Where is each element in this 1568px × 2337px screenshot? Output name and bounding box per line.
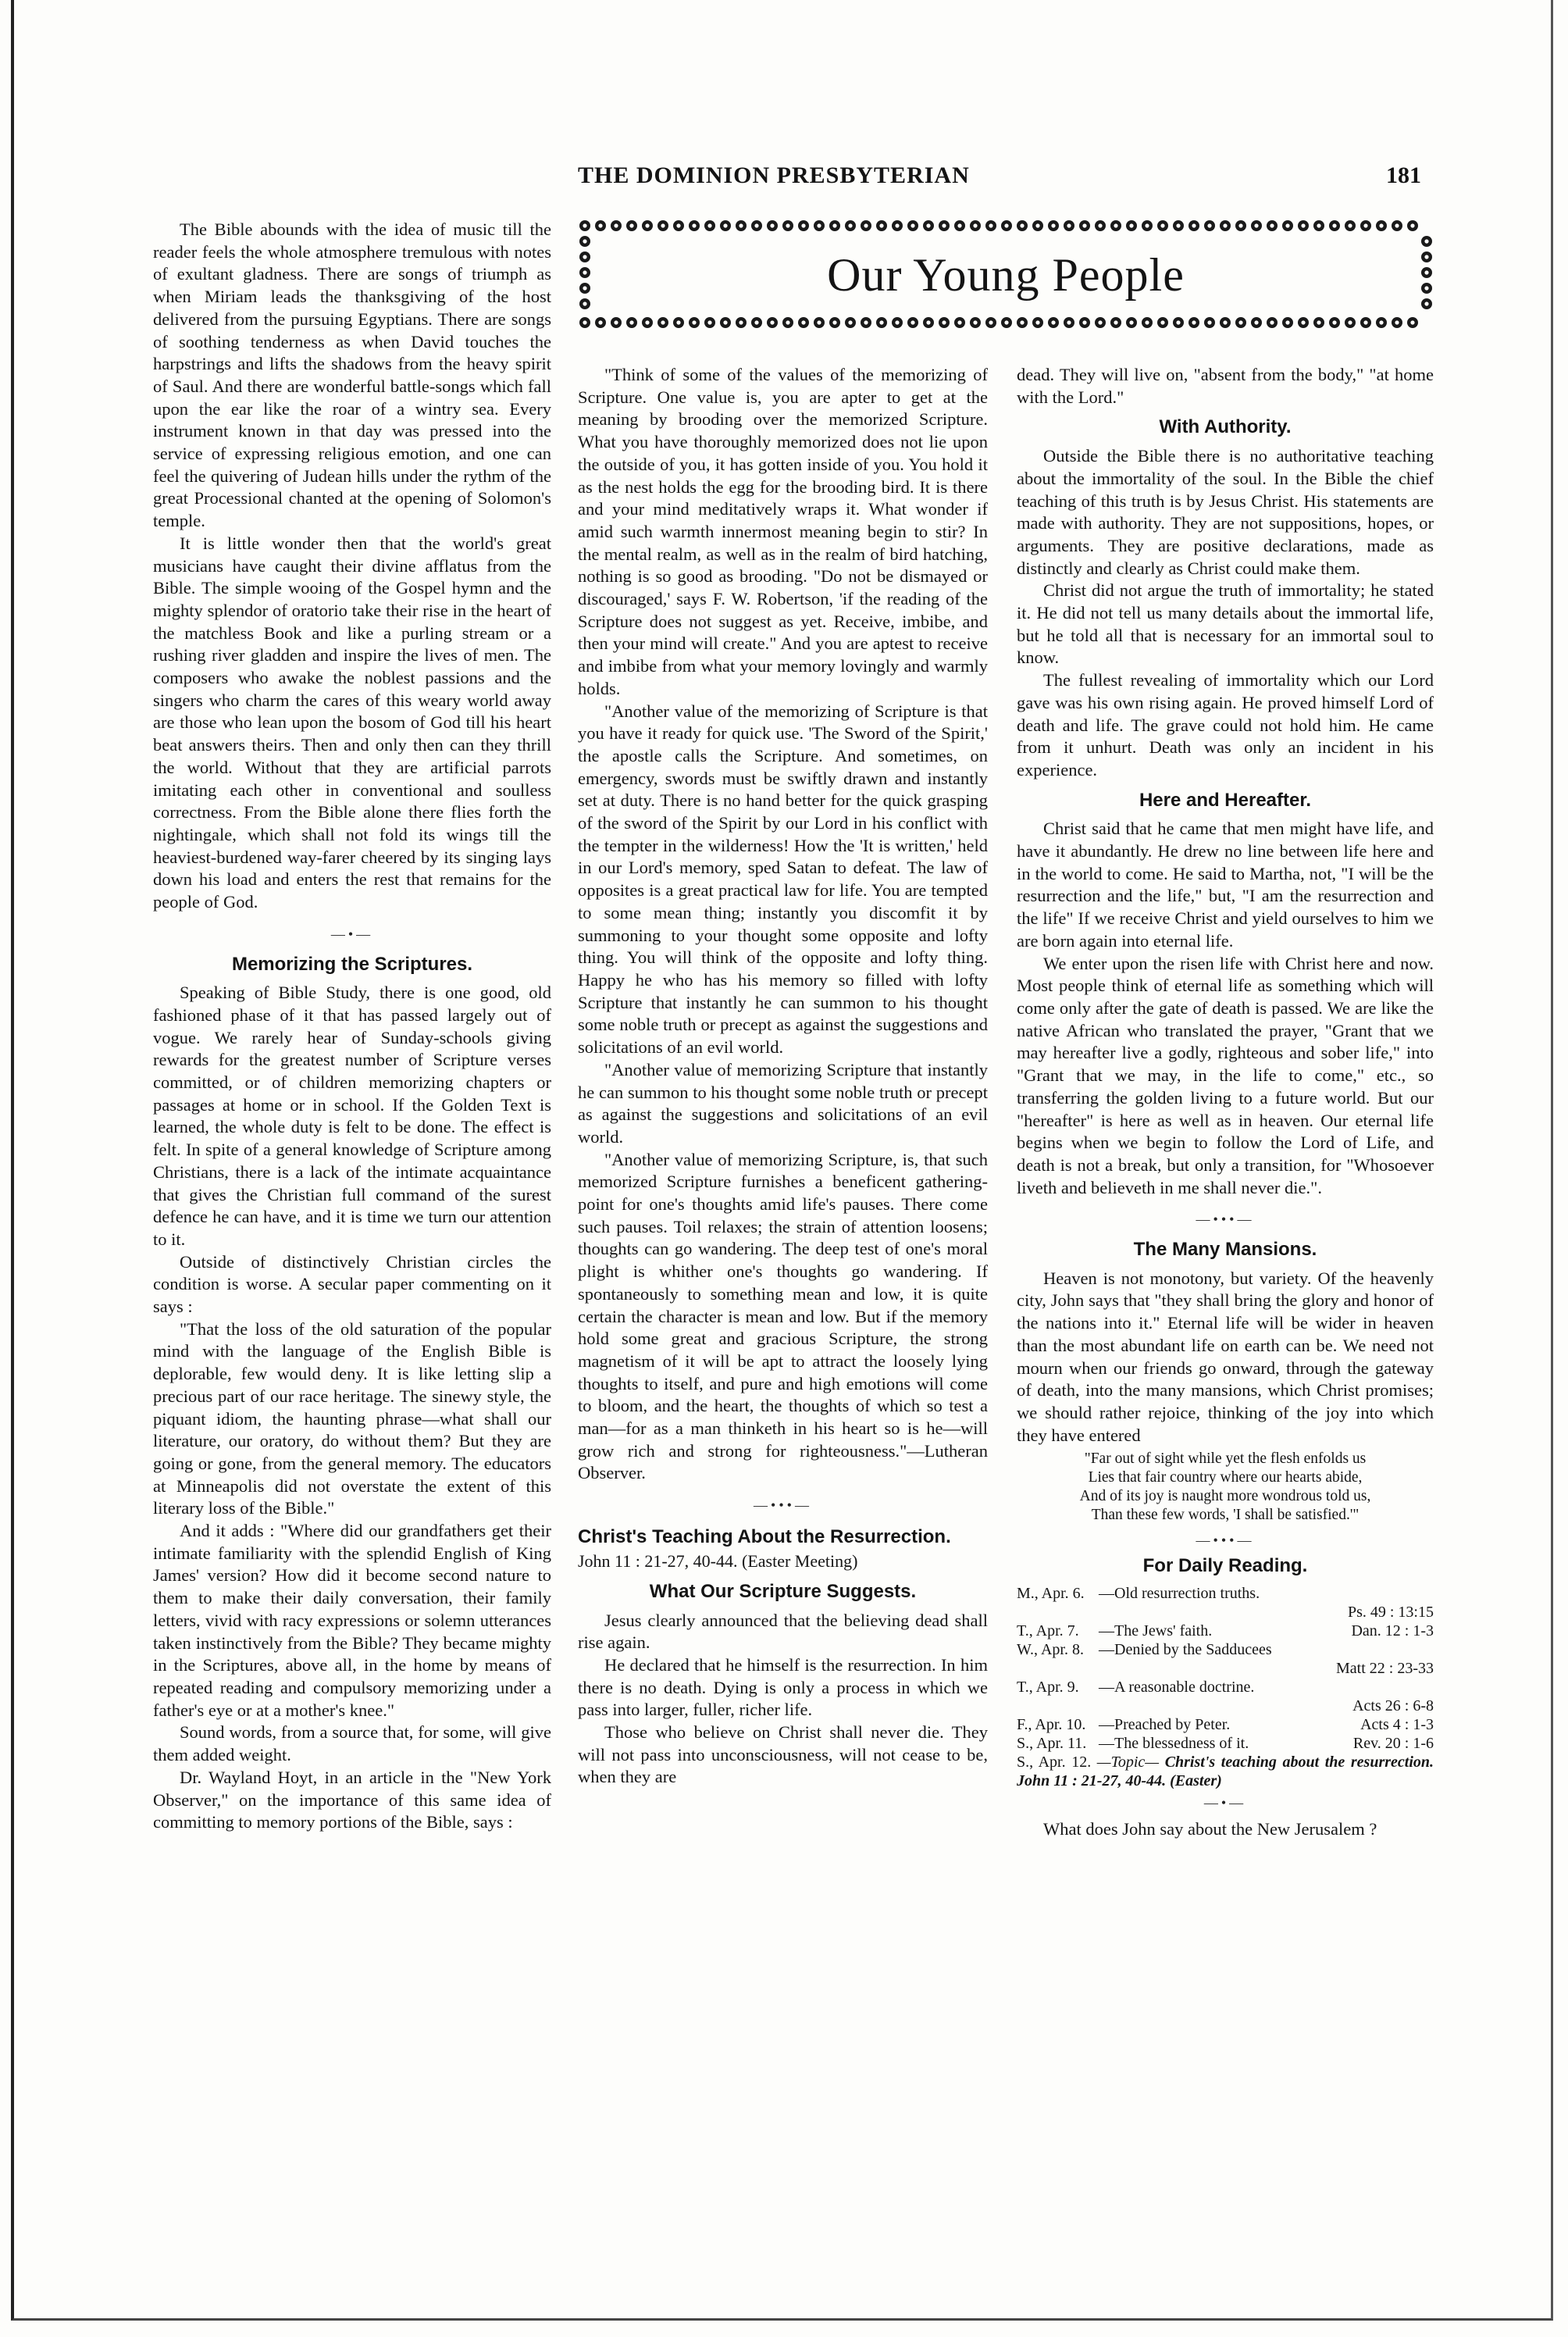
border-bead-hole xyxy=(1317,223,1320,227)
border-bead-hole xyxy=(879,320,883,324)
section-banner xyxy=(578,216,1434,333)
border-bead-hole xyxy=(989,223,992,227)
heading-teaching-ref: John 11 : 21-27, 40-44. (Easter Meeting) xyxy=(578,1550,858,1571)
border-bead-hole xyxy=(1332,320,1336,324)
border-bead-hole xyxy=(1145,320,1149,324)
poem xyxy=(1017,1450,1434,1525)
border-bead-hole xyxy=(1424,301,1428,305)
border-bead-hole xyxy=(1348,320,1352,324)
readings-table xyxy=(1017,1584,1434,1753)
reading-text xyxy=(1099,1697,1313,1715)
border-bead-hole xyxy=(1129,223,1133,227)
reading-day: T., Apr. 9. xyxy=(1017,1678,1079,1696)
reading-day: W., Apr. 8. xyxy=(1017,1640,1084,1658)
heading-many-mansions: The Many Mansions. xyxy=(1133,1239,1317,1261)
reading-day: S., Apr. 11. xyxy=(1017,1734,1087,1752)
border-bead-hole xyxy=(614,223,618,227)
border-bead-hole xyxy=(692,320,696,324)
paragraph: "That the loss of the old saturation of the popular mind with the language of the English Bible is deplorable, few would deny. It is like letting slip a precious part of our race heritage. The sinewy style, the piquant idiom, the haunting phrase—what shall our literature, our oratory, do without them? But they are going or gone, from the general memory. The educators at Minneapolis did not overstate the extent of this literary loss of the Bible." xyxy=(153,1318,551,1518)
column-right xyxy=(1017,364,1434,1841)
border-bead-hole xyxy=(895,320,899,324)
border-bead-hole xyxy=(661,320,665,324)
border-bead-hole xyxy=(1098,223,1102,227)
border-bead-hole xyxy=(629,320,633,324)
reading-day: T., Apr. 7. xyxy=(1017,1622,1079,1639)
reading-text xyxy=(1099,1603,1313,1622)
border-bead-hole xyxy=(1207,223,1211,227)
paragraph: He declared that he himself is the resurrection. In him there is no death. Dying is only a process in which we pass into larger, fuller, richer life. xyxy=(578,1654,988,1720)
border-bead-hole xyxy=(1410,223,1414,227)
heading-suggests: What Our Scripture Suggests. xyxy=(649,1580,917,1602)
border-bead-hole xyxy=(754,320,758,324)
border-bead-hole xyxy=(707,223,711,227)
border-bead-hole xyxy=(1129,320,1133,324)
border-bead-hole xyxy=(1223,223,1227,227)
topic-label: —Topic— xyxy=(1096,1753,1160,1771)
border-bead-hole xyxy=(832,223,836,227)
paragraph: The fullest revealing of immortality which our Lord gave was his own rising again. He proved himself Lord of death and life. The grave could not hold him. He came from it unhurt. Death was only an incident in his experience. xyxy=(1017,670,1434,780)
border-bead-hole xyxy=(1192,320,1196,324)
paragraph: Outside of distinctively Christian circles the condition is worse. A secular paper commenting on it says : xyxy=(153,1251,551,1317)
heading-teaching-title: Christ's Teaching About the Resurrection. xyxy=(578,1525,951,1547)
border-bead-hole xyxy=(817,223,821,227)
border-bead-hole xyxy=(1223,320,1227,324)
border-bead-hole xyxy=(583,239,586,243)
divider-ornament: —•— xyxy=(330,926,374,942)
border-bead-hole xyxy=(1395,320,1399,324)
reading-text: —Preached by Peter. xyxy=(1099,1715,1231,1733)
border-bead-hole xyxy=(1020,320,1024,324)
border-bead-hole xyxy=(1004,223,1008,227)
paragraph: "Another value of memorizing Scripture, is, that such memorized Scripture furnishes a beneficent gathering-point for one's thoughts amid life's pauses. There come such pauses. Toil relaxes; the strain of attention loosens; thoughts can go wandering. The deep test of one's moral plight is whither one's thoughts go wandering. If spontaneously to something mean and low, it is quite certain the character is mean and low. But if the memory hold some great and gracious Scripture, the strong magnetism of it will be apt to attract the loosely lying thoughts to itself, and pure and high emotions will come to bloom, and the heart, the thoughts of which so test a man—for as a man thinketh in his heart so is he—will grow rich and strong for righteousness."—Lutheran Observer. xyxy=(578,1149,988,1483)
border-bead-hole xyxy=(1379,223,1383,227)
divider-ornament: —•••— xyxy=(1196,1532,1255,1549)
border-bead-hole xyxy=(1285,223,1289,227)
reading-ref: Ps. 49 : 13:15 xyxy=(1347,1603,1434,1621)
poem-line: Than these few words, 'I shall be satisfied.'" xyxy=(1091,1507,1360,1524)
reading-day xyxy=(1017,1697,1099,1715)
reading-row xyxy=(1017,1640,1434,1659)
border-bead-hole xyxy=(1145,223,1149,227)
reading-day: F., Apr. 10. xyxy=(1017,1715,1086,1733)
border-bead-hole xyxy=(661,223,665,227)
reading-text: —Denied by the Sadducees xyxy=(1099,1640,1272,1658)
border-bead-hole xyxy=(629,223,633,227)
border-bead-hole xyxy=(1082,320,1086,324)
paragraph: It is little wonder then that the world's great musicians have caught their divine afflatus from the Bible. The simple wooing of the Gospel hymn and the mighty splendor of oratorio take their rise in the heart of the matchless Book and like a purling stream or a rushing river gladden and inspire the lives of men. The composers who awake the noblest passions and the singers who charm the cares of this weary world away are those who lean upon the bosom of God till his heart beat answers theirs. Then and only then can they thrill the world. Without that they are artificial parrots imitating each other in conventional and soulless correctness. From the Bible alone there flies forth the nightingale, which shall not fold its wings till the heaviest-burdened way-farer cheered by its singing lays down his load and enters the rest that remains for the people of God. xyxy=(153,533,551,912)
poem-line: Lies that fair country where our hearts abide, xyxy=(1088,1469,1363,1486)
paragraph: We enter upon the risen life with Christ here and now. Most people think of eternal life as something which will come only after the gate of death is passed. We are like the native African who translated the prayer, "Grant that we may hereafter live a godly, righteous and sober life," into "Grant that we may, in the life to come," etc., so transferring the golden living to a future world. But our "hereafter" is here as well as in heaven. Our eternal life begins when we begin to follow the Lord of Life, and death is not a break, but only a transition, for "Whosoever liveth and believeth in me shall never die.". xyxy=(1017,953,1434,1197)
column-middle xyxy=(578,364,988,1789)
border-bead-hole xyxy=(786,320,789,324)
border-bead-hole xyxy=(1270,223,1274,227)
topic-day: S., Apr. 12. xyxy=(1017,1753,1092,1771)
running-head: THE DOMINION PRESBYTERIAN xyxy=(578,162,970,188)
border-bead-hole xyxy=(942,223,946,227)
border-bead-hole xyxy=(848,223,852,227)
border-bead-hole xyxy=(864,320,868,324)
border-bead-hole xyxy=(1238,320,1242,324)
border-bead-hole xyxy=(1254,320,1258,324)
border-bead-hole xyxy=(770,223,774,227)
reading-row xyxy=(1017,1715,1434,1734)
reading-day xyxy=(1017,1603,1099,1622)
paragraph: Outside the Bible there is no authoritative teaching about the immortality of the soul. In the Bible the chief teaching of this truth is by Jesus Christ. His statements are made with authority. They are not suppositions, hopes, or arguments. They are positive declarations, made as distinctly and clearly as Christ could make them. xyxy=(1017,446,1434,578)
border-bead-hole xyxy=(879,223,883,227)
border-bead-hole xyxy=(1270,320,1274,324)
border-bead-hole xyxy=(1363,320,1367,324)
border-bead-hole xyxy=(1020,223,1024,227)
border-bead-hole xyxy=(598,320,602,324)
reading-row xyxy=(1017,1622,1434,1640)
border-bead-hole xyxy=(1332,223,1336,227)
border-bead-hole xyxy=(911,223,914,227)
poem-line: And of its joy is naught more wondrous told us, xyxy=(1079,1488,1371,1505)
heading-here-hereafter: Here and Hereafter. xyxy=(1139,789,1312,811)
reading-text: —Old resurrection truths. xyxy=(1099,1584,1260,1602)
paragraph: Jesus clearly announced that the believing dead shall rise again. xyxy=(578,1610,988,1653)
paragraph: Christ did not argue the truth of immortality; he stated it. He did not tell us many details about the immortal life, but he told all that is necessary for an immortal soul to know. xyxy=(1017,580,1434,668)
reading-day: M., Apr. 6. xyxy=(1017,1584,1085,1602)
paragraph: Sound words, from a source that, for some, will give them added weight. xyxy=(153,1722,551,1765)
border-bead-hole xyxy=(1379,320,1383,324)
border-bead-hole xyxy=(1067,320,1071,324)
divider-ornament: —•— xyxy=(1203,1794,1247,1811)
border-bead-hole xyxy=(583,223,586,227)
border-bead-hole xyxy=(801,223,805,227)
topic-line xyxy=(1017,1753,1434,1790)
reading-row xyxy=(1017,1659,1434,1678)
border-bead-hole xyxy=(1301,320,1305,324)
border-bead-hole xyxy=(1035,223,1039,227)
reading-row xyxy=(1017,1734,1434,1753)
paragraph: "Another value of the memorizing of Scripture is that you have it ready for quick use. 'The Sword of the Spirit,' the apostle calls the Scripture. And sometimes, on emergency, swords must be swiftly drawn and instantly set at duty. There is no hand better for the quick grasping of the sword of the Spirit by our Lord in his conflict with the tempter in the wilderness! How the 'It is written,' held in our Lord's memory, sped Satan to defeat. The law of opposites is a great practical law for life. You are tempted to some mean thing; instantly you discomfit it by summoning to your thought some opposite and lofty thing. You will think of the opposite and lofty thing. Happy he who has his memory so filled with lofty Scripture that instantly he can summon to his thought some noble truth or precept as against the suggestions and solicitations of an evil world. xyxy=(578,701,988,1058)
border-bead-hole xyxy=(786,223,789,227)
border-bead-hole xyxy=(1395,223,1399,227)
border-bead-hole xyxy=(832,320,836,324)
reading-ref: Acts 26 : 6-8 xyxy=(1352,1697,1434,1714)
paragraph: Those who believe on Christ shall never die. They will not pass into unconsciousness, will not cease to be, when they are xyxy=(578,1722,988,1787)
border-bead-hole xyxy=(817,320,821,324)
border-bead-hole xyxy=(1285,320,1289,324)
border-bead-hole xyxy=(1160,223,1164,227)
heading-teaching xyxy=(578,1525,988,1573)
reading-ref: Dan. 12 : 1-3 xyxy=(1351,1622,1434,1639)
border-bead-hole xyxy=(942,320,946,324)
border-bead-hole xyxy=(614,320,618,324)
border-bead-hole xyxy=(739,320,743,324)
border-bead-hole xyxy=(1004,320,1008,324)
reading-text: —The Jews' faith. xyxy=(1099,1622,1213,1639)
reading-row xyxy=(1017,1697,1434,1715)
border-bead-hole xyxy=(973,320,977,324)
reading-day xyxy=(1017,1659,1099,1678)
heading-authority: With Authority. xyxy=(1159,416,1292,438)
border-bead-hole xyxy=(583,320,586,324)
border-bead-hole xyxy=(707,320,711,324)
paragraph: Christ said that he came that men might have life, and have it abundantly. He drew no line between life here and in the world to come. He said to Martha, not, "I will be the resurrection and the life," but, "I am the resurrection and the life" If we receive Christ and yield ourselves to him we are born again into eternal life. xyxy=(1017,819,1434,951)
border-bead-hole xyxy=(1051,320,1055,324)
reading-row xyxy=(1017,1584,1434,1603)
page-header xyxy=(578,162,1421,194)
border-bead-hole xyxy=(973,223,977,227)
border-bead-hole xyxy=(1114,320,1117,324)
border-bead-hole xyxy=(1176,223,1180,227)
border-bead-hole xyxy=(645,320,649,324)
border-bead-hole xyxy=(739,223,743,227)
border-bead-hole xyxy=(1176,320,1180,324)
border-bead-hole xyxy=(754,223,758,227)
divider-ornament: —•••— xyxy=(1196,1211,1255,1228)
reading-row xyxy=(1017,1603,1434,1622)
poem-line: "Far out of sight while yet the flesh enfolds us xyxy=(1084,1450,1367,1468)
border-bead-hole xyxy=(723,223,727,227)
border-bead-hole xyxy=(926,223,930,227)
border-bead-hole xyxy=(1317,320,1320,324)
border-bead-hole xyxy=(676,223,680,227)
border-bead-hole xyxy=(1160,320,1164,324)
border-bead-hole xyxy=(1051,223,1055,227)
border-bead-hole xyxy=(1207,320,1211,324)
reading-ref xyxy=(1313,1678,1434,1697)
border-bead-hole xyxy=(1238,223,1242,227)
reading-row xyxy=(1017,1678,1434,1697)
paragraph: And it adds : "Where did our grandfathers get their intimate familiarity with the splendid English of King James' version? How did it become second nature to them to make their daily conversation, their family letters, vivid with racy expressions or solemn utterances taken instinctively from the Bible? They became mighty in the Scriptures, above all, in the home by means of repeated reading and compulsory memorizing under a father's eye or at a mother's knee." xyxy=(153,1521,551,1720)
border-bead-hole xyxy=(770,320,774,324)
border-bead-hole xyxy=(989,320,992,324)
reading-text xyxy=(1099,1659,1313,1678)
border-bead-hole xyxy=(911,320,914,324)
divider-ornament: —•••— xyxy=(754,1497,812,1514)
border-bead-hole xyxy=(645,223,649,227)
border-bead-hole xyxy=(676,320,680,324)
reading-ref: Acts 4 : 1-3 xyxy=(1360,1715,1434,1733)
paragraph: The Bible abounds with the idea of music till the reader feels the whole atmosphere tremulous with notes of exultant gladness. There are songs of triumph as when Miriam leads the thanksgiving of the host delivered from the pursuing Egyptians. There are songs of soothing tenderness as when David touches the harpstrings and lifts the shadows from the heavy spirit of Saul. And there are wonderful battle-songs which fall upon the ear like the roar of a wintry sea. Every instrument known in that day was pressed into the service of expressing religious emotion, and one can feel the quivering of Judean hills under the rythm of the great Processional chanted at the opening of Solomon's temple. xyxy=(153,219,551,531)
border-bead-hole xyxy=(1363,223,1367,227)
border-bead-hole xyxy=(1254,223,1258,227)
paragraph: "Another value of memorizing Scripture that instantly he can summon to his thought some noble truth or precept as against the suggestions and solicitations of an evil world. xyxy=(578,1059,988,1147)
column-left xyxy=(153,219,551,1834)
banner-title: Our Young People xyxy=(827,249,1185,301)
heading-daily-reading: For Daily Reading. xyxy=(1142,1555,1308,1577)
paragraph: What does John say about the New Jerusalem ? xyxy=(1043,1819,1377,1839)
border-bead-hole xyxy=(1067,223,1071,227)
page-number: 181 xyxy=(1386,162,1421,188)
border-bead-hole xyxy=(895,223,899,227)
border-bead-hole xyxy=(598,223,602,227)
border-bead-hole xyxy=(723,320,727,324)
reading-text: —A reasonable doctrine. xyxy=(1099,1678,1255,1696)
paragraph: "Think of some of the values of the memorizing of Scripture. One value is, you are apter to get at the meaning by brooding over the memorized Scripture. What you have thoroughly memorized does not lie upon the outside of you, it has gotten inside of you. You hold it as the nest holds the egg for the brooding bird. It is there and your mind meditatively wraps it. What wonder if amid such warmth innermost meaning begin to stir? In the mental realm, as well as in the realm of bird hatching, nothing is so good as brooding. "Do not be dismayed or discouraged,' says F. W. Robertson, 'if the reading of the Scripture does not suggest as yet. Receive, imbibe, and then your mind will create." And you are aptest to receive and imbibe from what your memory lovingly and warmly holds. xyxy=(578,365,988,698)
paragraph: Speaking of Bible Study, there is one good, old fashioned phase of it that has passed largely out of vogue. We rarely hear of Sunday-schools giving rewards for the greatest number of Scripture verses committed, or of children memorizing chapters or passages at home or in school. If the Golden Text is learned, the whole duty is felt to be done. The effect is felt. In spite of a general knowledge of Scripture among Christians, there is a lack of the intimate acquaintance that gives the Christian full command of the surest defence he can have, and it is time we turn our attention to it. xyxy=(153,983,551,1249)
border-bead-hole xyxy=(1301,223,1305,227)
reading-ref xyxy=(1313,1640,1434,1659)
border-bead-hole xyxy=(1424,239,1428,243)
border-bead-hole xyxy=(1082,223,1086,227)
border-bead-hole xyxy=(1410,320,1414,324)
border-bead-hole xyxy=(1114,223,1117,227)
topic-text: Christ's teaching about the resurrection. John 11 : 21-27, 40-44. (Easter) xyxy=(1017,1753,1434,1789)
border-bead-hole xyxy=(1192,223,1196,227)
border-bead-hole xyxy=(692,223,696,227)
border-bead-hole xyxy=(801,320,805,324)
reading-ref xyxy=(1313,1584,1434,1603)
border-bead-hole xyxy=(864,223,868,227)
paragraph: Heaven is not monotony, but variety. Of the heavenly city, John says that "they shall bring the glory and honor of the nations into it." Eternal life will be wider in heaven than the most abundant life on earth can be. We need not mourn when our friends go onward, through the gateway of death, into the many mansions, which Christ promises; we should rather rejoice, thinking of the joy into which they have entered xyxy=(1017,1268,1434,1445)
border-bead-hole xyxy=(1098,320,1102,324)
heading-memorizing: Memorizing the Scriptures. xyxy=(231,953,473,975)
reading-ref: Rev. 20 : 1-6 xyxy=(1352,1734,1434,1752)
border-bead-hole xyxy=(1348,223,1352,227)
border-bead-hole xyxy=(848,320,852,324)
border-bead-hole xyxy=(1035,320,1039,324)
paragraph: dead. They will live on, "absent from the body," "at home with the Lord." xyxy=(1017,365,1434,407)
reading-ref: Matt 22 : 23-33 xyxy=(1336,1659,1434,1677)
paragraph: Dr. Wayland Hoyt, in an article in the "New York Observer," on the importance of this same idea of committing to memory portions of the Bible, says : xyxy=(153,1767,551,1832)
border-bead-hole xyxy=(583,301,586,305)
border-bead-hole xyxy=(957,320,961,324)
reading-text: —The blessedness of it. xyxy=(1099,1734,1249,1752)
border-bead-hole xyxy=(926,320,930,324)
border-bead-hole xyxy=(957,223,961,227)
